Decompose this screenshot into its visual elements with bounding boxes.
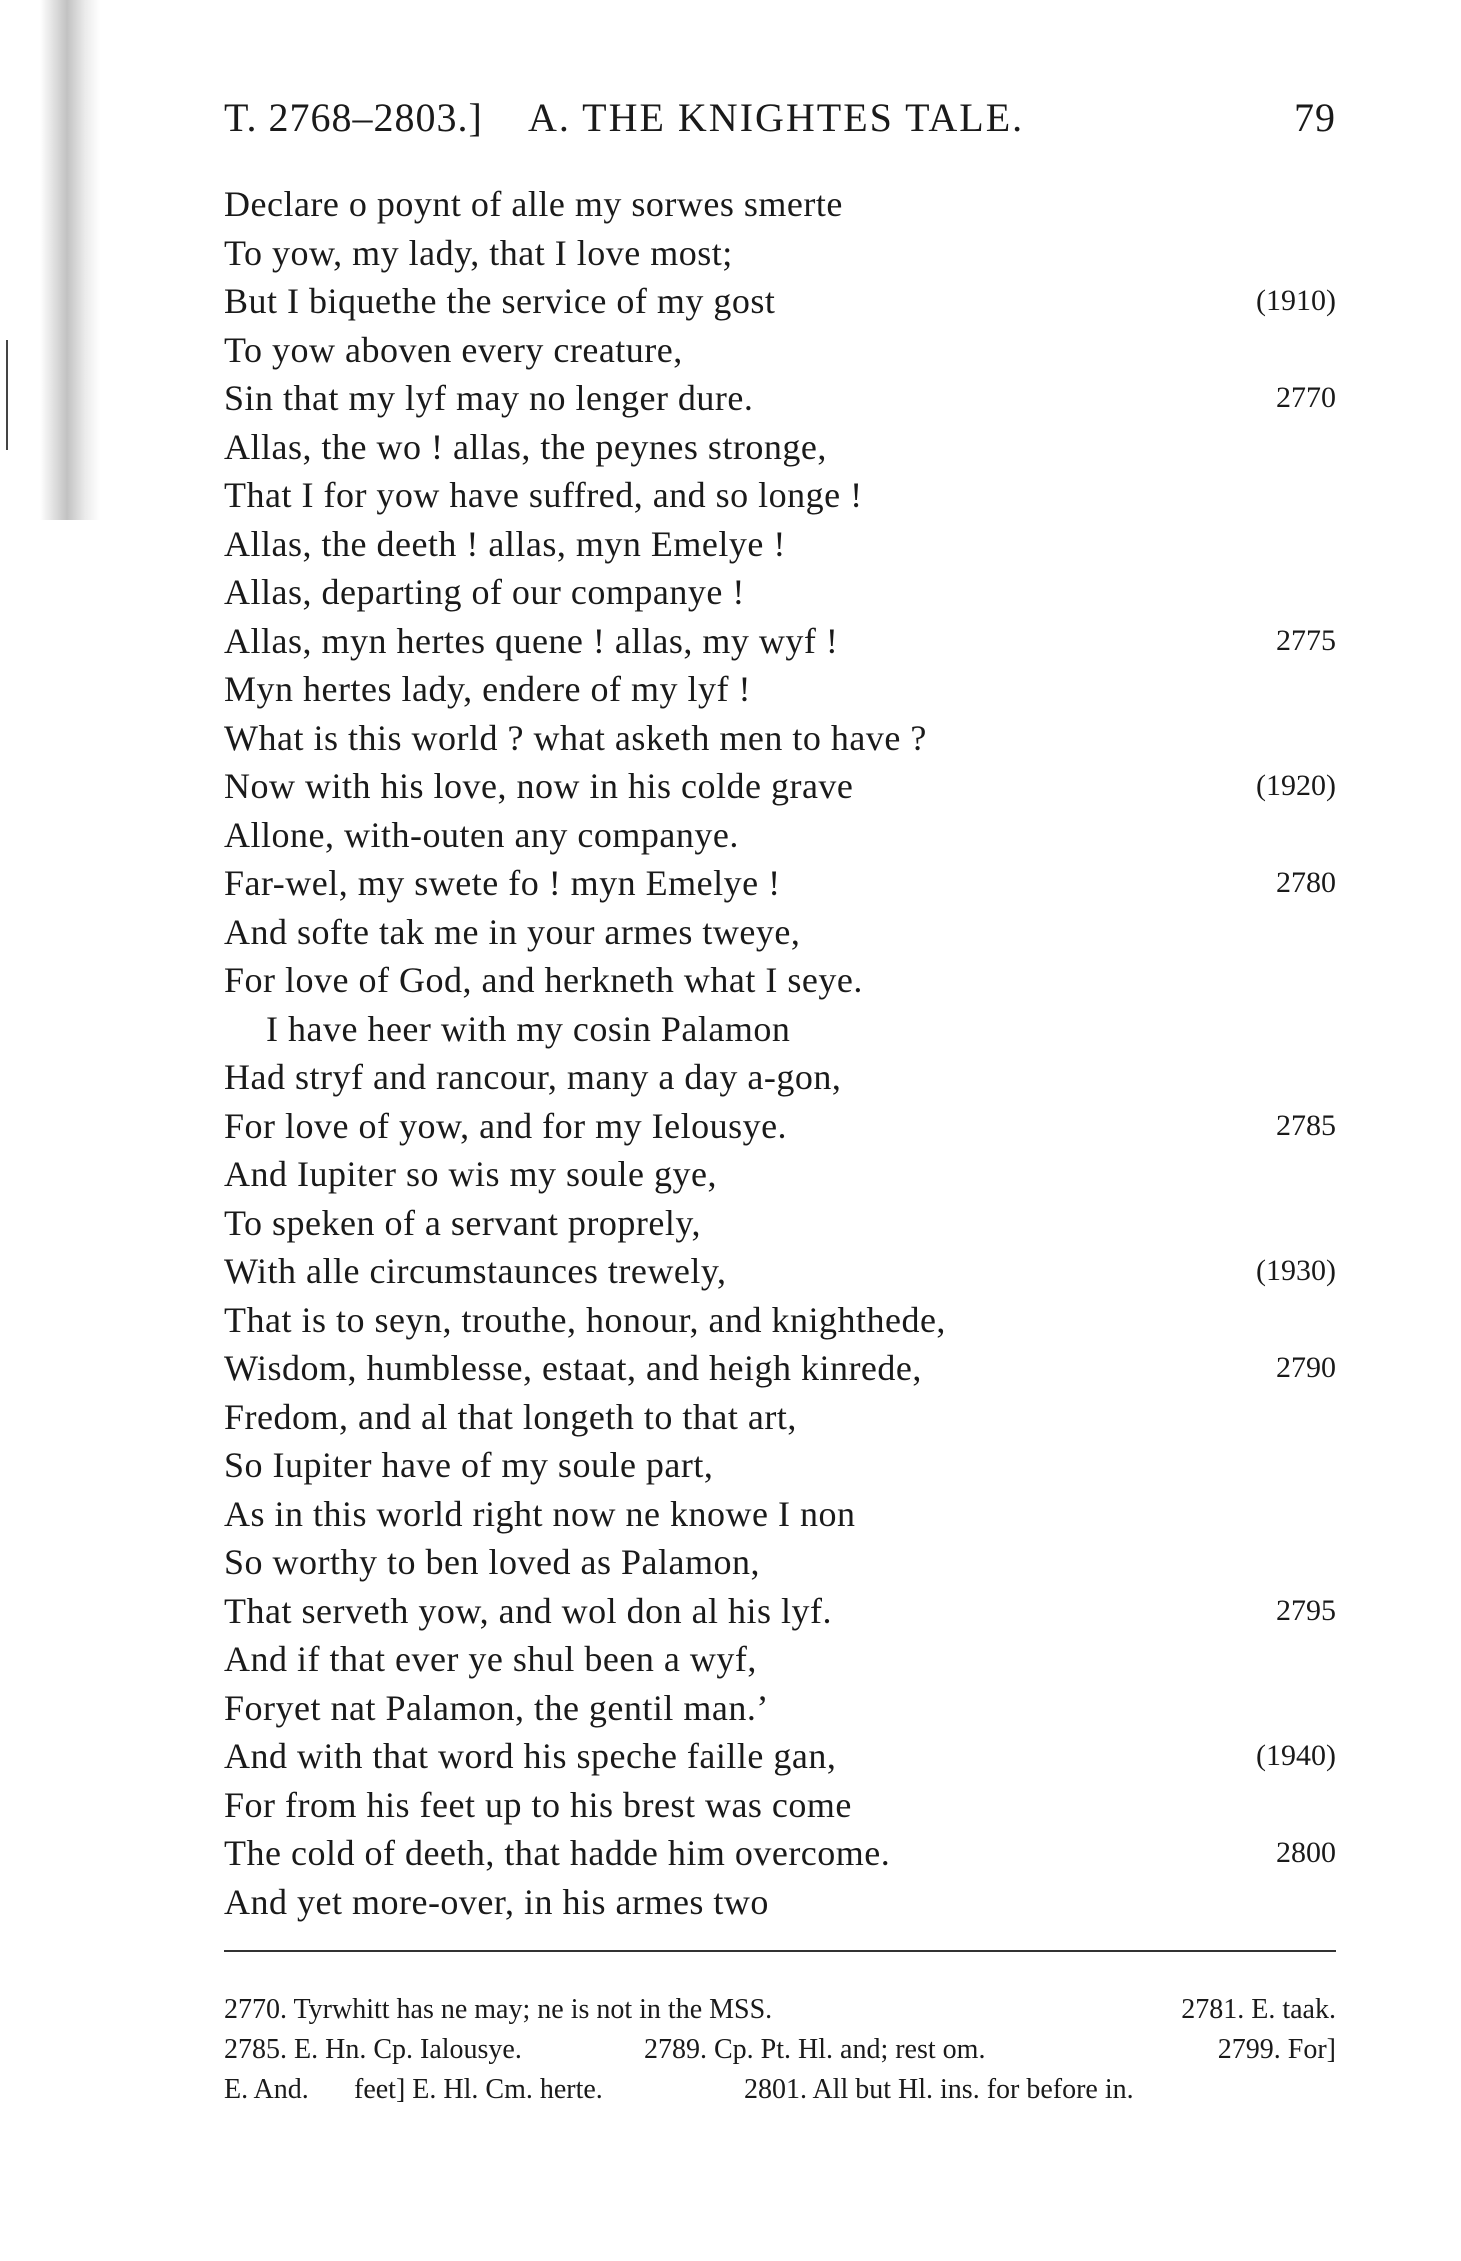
verse-line	[224, 665, 1336, 714]
verse-text: The cold of deeth, that hadde him overcome.	[224, 1833, 891, 1873]
verse-line	[224, 568, 1336, 617]
verse-text: So Iupiter have of my soule part,	[224, 1445, 714, 1485]
line-number: 2800	[1276, 1836, 1336, 1869]
verse-line	[224, 1393, 1336, 1442]
verse-text: That is to seyn, trouthe, honour, and knighthede,	[224, 1299, 946, 1340]
verse-text: Wisdom, humblesse, estaat, and heigh kinrede,	[224, 1348, 922, 1388]
verse-line	[224, 1878, 1336, 1927]
verse-line	[224, 1053, 1336, 1102]
line-number: 2775	[1276, 623, 1336, 657]
footnote: 2781. E. taak.	[1181, 1994, 1336, 2025]
footnote: 2770. Tyrwhitt has ne may; ne is not in the MSS.	[224, 1994, 773, 2025]
verse-text: What is this world ? what asketh men to have ?	[224, 717, 927, 758]
verse-text: To yow aboven every creature,	[224, 329, 683, 370]
verse-line	[224, 423, 1336, 472]
verse-text: As in this world right now ne knowe I non	[224, 1493, 856, 1534]
verse-line	[224, 1441, 1336, 1490]
verse-text: To yow, my lady, that I love most;	[224, 232, 733, 273]
line-number: 2770	[1276, 381, 1336, 414]
verse-line	[224, 1005, 1336, 1054]
verse-line	[224, 1684, 1336, 1733]
header-line-range: T. 2768–2803.]	[224, 95, 483, 140]
page-number: 79	[1294, 95, 1336, 140]
footnote-line	[224, 2030, 1336, 2070]
footnote-line	[224, 2070, 1336, 2110]
verse-text: For from his feet up to his brest was come	[224, 1784, 852, 1825]
verse-line	[224, 1150, 1336, 1199]
verse-line	[224, 617, 1336, 666]
verse-text: And if that ever ye shul been a wyf,	[224, 1639, 757, 1679]
verse-text: Far-wel, my swete fo ! myn Emelye !	[224, 863, 781, 903]
verse-text: But I biquethe the service of my gost	[224, 281, 776, 321]
verse-block	[224, 180, 1336, 1926]
verse-line	[224, 326, 1336, 375]
verse-line	[224, 1344, 1336, 1393]
verse-line	[224, 1587, 1336, 1636]
verse-line	[224, 956, 1336, 1005]
line-number: (1920)	[1256, 769, 1336, 802]
verse-line	[224, 1829, 1336, 1878]
verse-line	[224, 229, 1336, 278]
verse-line	[224, 1732, 1336, 1781]
footnote: E. And.	[224, 2074, 309, 2105]
header-title: A. THE KNIGHTES TALE.	[528, 95, 1025, 140]
verse-line	[224, 277, 1336, 326]
verse-text: Declare o poynt of alle my sorwes smerte	[224, 184, 843, 224]
line-number: 2795	[1276, 1593, 1336, 1627]
verse-text: Allone, with-outen any companye.	[224, 814, 739, 855]
verse-line	[224, 374, 1336, 423]
scan-binding-shadow	[40, 0, 100, 520]
verse-text: And softe tak me in your armes tweye,	[224, 911, 801, 952]
line-number: (1940)	[1256, 1739, 1336, 1772]
verse-line	[224, 471, 1336, 520]
verse-line	[224, 1781, 1336, 1830]
footnote: 2799. For]	[1217, 2034, 1336, 2065]
running-header	[224, 94, 1336, 144]
footnote: 2785. E. Hn. Cp. Ialousye.	[224, 2034, 522, 2065]
verse-line	[224, 1538, 1336, 1587]
verse-line	[224, 908, 1336, 957]
verse-text: Now with his love, now in his colde grave	[224, 766, 854, 806]
verse-text: And with that word his speche faille gan,	[224, 1736, 837, 1776]
verse-line	[224, 714, 1336, 763]
verse-text: And Iupiter so wis my soule gye,	[224, 1154, 717, 1194]
verse-line	[224, 1199, 1336, 1248]
scan-edge-mark	[6, 340, 8, 450]
verse-text: To speken of a servant proprely,	[224, 1202, 701, 1243]
footnote-rule	[224, 1950, 1336, 1952]
verse-text: Had stryf and rancour, many a day a-gon,	[224, 1057, 842, 1097]
footnote: feet] E. Hl. Cm. herte.	[354, 2074, 603, 2105]
verse-text: I have heer with my cosin Palamon	[266, 1008, 791, 1049]
footnote: 2801. All but Hl. ins. for before in.	[744, 2074, 1134, 2105]
verse-line	[224, 1296, 1336, 1345]
verse-text: For love of yow, and for my Ielousye.	[224, 1105, 788, 1146]
verse-line	[224, 520, 1336, 569]
verse-text: So worthy to ben loved as Palamon,	[224, 1542, 760, 1582]
line-number: (1930)	[1256, 1254, 1336, 1287]
verse-line	[224, 762, 1336, 811]
verse-text: That serveth yow, and wol don al his lyf.	[224, 1590, 833, 1631]
verse-text: Allas, the deeth ! allas, myn Emelye !	[224, 523, 786, 564]
verse-text: Myn hertes lady, endere of my lyf !	[224, 669, 752, 709]
verse-text: Allas, myn hertes quene ! allas, my wyf !	[224, 620, 839, 661]
footnote: 2789. Cp. Pt. Hl. and; rest om.	[644, 2034, 986, 2065]
verse-text: Allas, the wo ! allas, the peynes stronge,	[224, 426, 827, 467]
verse-line	[224, 811, 1336, 860]
footnote-line	[224, 1990, 1336, 2030]
verse-line	[224, 180, 1336, 229]
line-number: (1910)	[1256, 284, 1336, 317]
verse-text: With alle circumstaunces trewely,	[224, 1251, 727, 1291]
verse-text: That I for yow have suffred, and so longe !	[224, 475, 863, 515]
footnotes	[224, 1990, 1336, 2110]
verse-line	[224, 1102, 1336, 1151]
verse-line	[224, 1635, 1336, 1684]
verse-text: Sin that my lyf may no lenger dure.	[224, 378, 754, 418]
verse-text: Fredom, and al that longeth to that art,	[224, 1396, 797, 1437]
verse-line	[224, 859, 1336, 908]
verse-line	[224, 1490, 1336, 1539]
verse-text: Foryet nat Palamon, the gentil man.’	[224, 1687, 769, 1728]
verse-line	[224, 1247, 1336, 1296]
line-number: 2790	[1276, 1351, 1336, 1384]
line-number: 2780	[1276, 866, 1336, 899]
verse-text: For love of God, and herkneth what I seye.	[224, 960, 863, 1000]
verse-text: Allas, departing of our companye !	[224, 572, 745, 612]
verse-text: And yet more-over, in his armes two	[224, 1881, 769, 1922]
line-number: 2785	[1276, 1108, 1336, 1142]
